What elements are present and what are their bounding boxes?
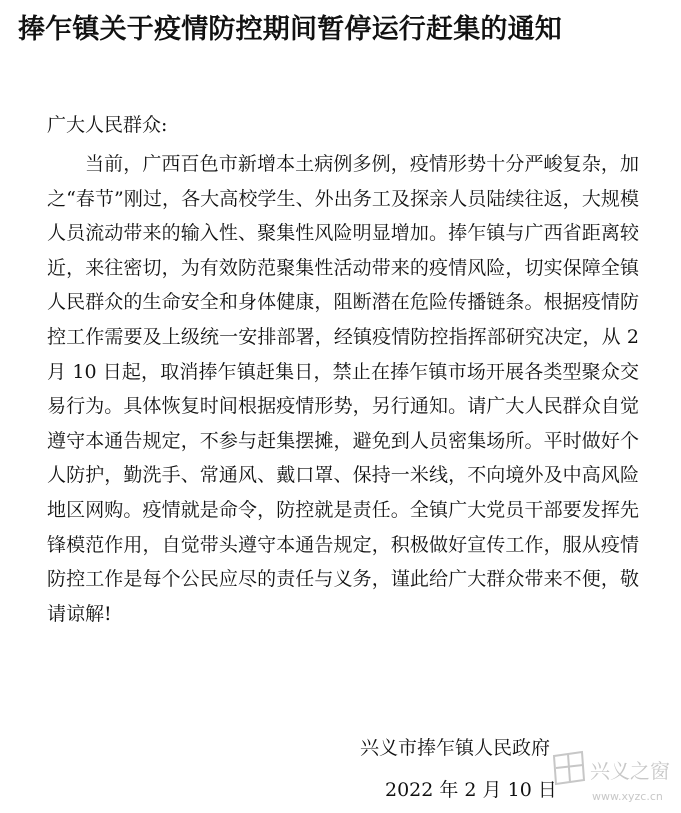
- site-watermark-logo: [548, 746, 676, 808]
- body-paragraph: 当前，广西百色市新增本土病例多例，疫情形势十分严峻复杂，加之“春节”刚过，各大高校学生、外出务工及探亲人员陆续往返，大规模人员流动带来的输入性、聚集性风险明显增加。捧乍镇与广西省距离较近，来往密切，为有效防范聚集性活动带来的疫情风险，切实保障全镇人民群众的生命安全和身体健康，阻断潜在危险传播链条。根据疫情防控工作需要及上级统一安排部署，经镇疫情防控指挥部研究决定，从 2 月 10 日起，取消捧乍镇赶集日，禁止在捧乍镇市场开展各类型聚众交易行为。具体恢复时间根据疫情形势，另行通知。请广大人民群众自觉遵守本通告规定，不参与赶集摆摊，避免到人员密集场所。平时做好个人防护，勤洗手、常通风、戴口罩、保持一米线，不向境外及中高风险地区网购。疫情就是命令，防控就是责任。全镇广大党员干部要发挥先锋模范作用，自觉带头遵守本通告规定，积极做好宣传工作，服从疫情防控工作是每个公民应尽的责任与义务，谨此给广大群众带来不便，敬请谅解!: [47, 153, 639, 625]
- document-title: 捧乍镇关于疫情防控期间暂停运行赶集的通知: [18, 14, 562, 45]
- watermark-url: www.xyzc.cn: [592, 790, 663, 803]
- watermark-brand: 兴义之窗: [590, 759, 670, 783]
- issuer-signature: 兴义市捧乍镇人民政府: [360, 737, 551, 759]
- issue-date: 2022 年 2 月 10 日: [385, 779, 557, 801]
- salutation: 广大人民群众:: [47, 114, 168, 136]
